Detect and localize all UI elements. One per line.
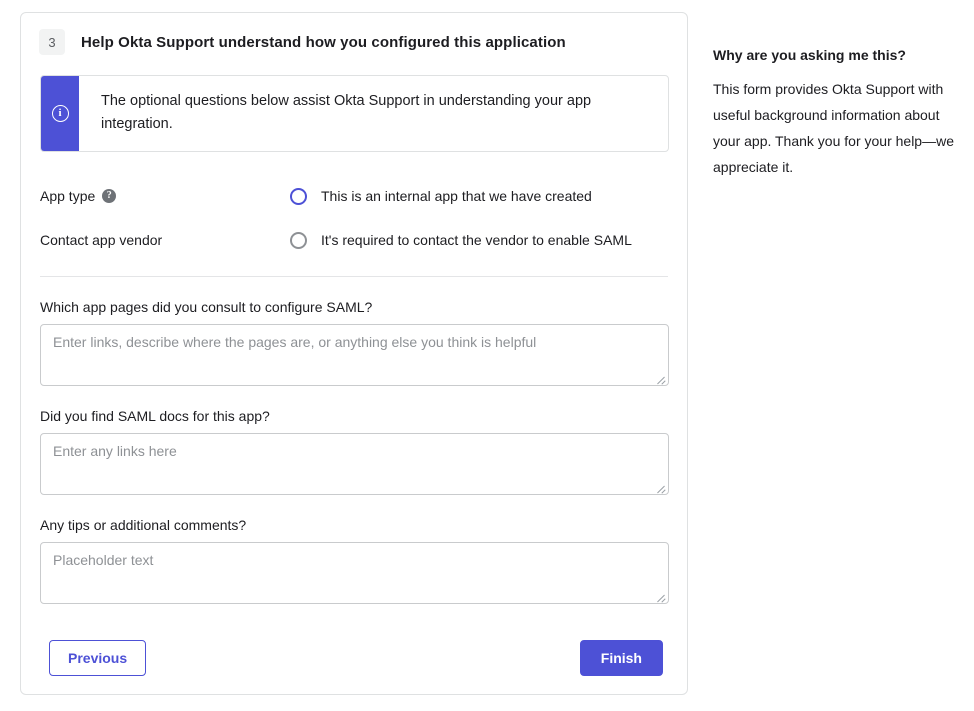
card-footer bbox=[21, 640, 687, 676]
step-number-badge: 3 bbox=[39, 29, 65, 55]
textarea-app-pages[interactable] bbox=[40, 324, 669, 386]
sidebar-title: Why are you asking me this? bbox=[713, 47, 906, 63]
radio-icon-unchecked[interactable] bbox=[290, 232, 307, 249]
configuration-step-card bbox=[20, 12, 688, 695]
section-divider bbox=[40, 276, 668, 277]
radio-contact-vendor-label: It's required to contact the vendor to enable SAML bbox=[321, 232, 632, 248]
info-banner-stripe bbox=[41, 76, 79, 151]
page-title: Help Okta Support understand how you configured this application bbox=[81, 33, 566, 51]
question-label-app-pages: Which app pages did you consult to configure SAML? bbox=[40, 299, 373, 315]
radio-icon-checked[interactable] bbox=[290, 188, 307, 205]
field-rows bbox=[40, 174, 669, 262]
question-label-saml-docs: Did you find SAML docs for this app? bbox=[40, 408, 270, 424]
question-group-comments bbox=[40, 517, 668, 604]
help-icon[interactable]: ? bbox=[102, 189, 116, 203]
field-label-app-type bbox=[40, 188, 290, 204]
sidebar-help-panel bbox=[713, 47, 957, 180]
card-header bbox=[21, 13, 687, 55]
info-banner-text: The optional questions below assist Okta Support in understanding your app integration. bbox=[101, 93, 592, 132]
field-label-app-type-text: App type bbox=[40, 188, 96, 204]
question-label-comments: Any tips or additional comments? bbox=[40, 517, 247, 533]
textarea-wrap-comments bbox=[40, 542, 669, 604]
textarea-wrap-app-pages bbox=[40, 324, 669, 386]
textarea-saml-docs[interactable] bbox=[40, 433, 669, 495]
radio-app-type-internal-label: This is an internal app that we have created bbox=[321, 188, 592, 204]
textarea-comments[interactable] bbox=[40, 542, 669, 604]
finish-button[interactable]: Finish bbox=[580, 640, 663, 676]
field-row-app-type bbox=[40, 174, 669, 218]
info-icon: i bbox=[52, 105, 69, 122]
field-row-contact-app-vendor bbox=[40, 218, 669, 262]
radio-app-type-internal[interactable] bbox=[290, 188, 592, 205]
info-banner bbox=[40, 75, 669, 152]
sidebar-body: This form provides Okta Support with useful background information about your app. Thank you for your help—we appreciate it. bbox=[713, 81, 954, 175]
previous-button[interactable]: Previous bbox=[49, 640, 146, 676]
radio-contact-vendor[interactable] bbox=[290, 232, 632, 249]
textarea-wrap-saml-docs bbox=[40, 433, 669, 495]
question-group-saml-docs bbox=[40, 408, 668, 495]
question-group-app-pages bbox=[40, 299, 668, 386]
field-label-contact-app-vendor-text: Contact app vendor bbox=[40, 232, 163, 248]
field-label-contact-app-vendor bbox=[40, 232, 290, 248]
